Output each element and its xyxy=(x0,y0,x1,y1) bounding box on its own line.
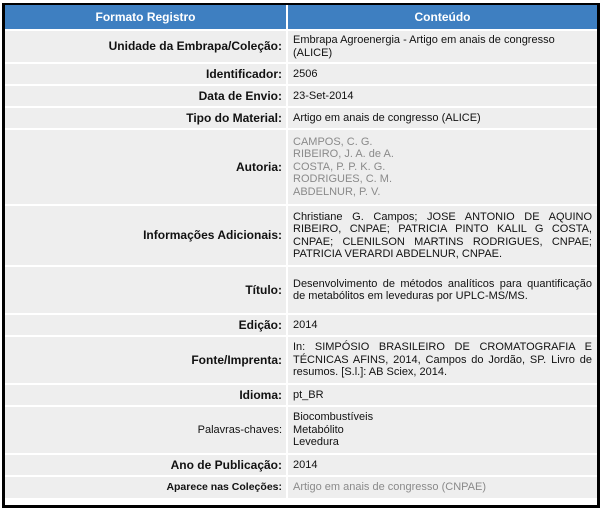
value-autoria xyxy=(287,129,597,205)
label-colecoes: Aparece nas Coleções: xyxy=(5,476,287,498)
row-ano xyxy=(5,454,597,476)
label-autoria: Autoria: xyxy=(5,129,287,205)
value-palavras xyxy=(287,406,597,454)
row-titulo xyxy=(5,266,597,314)
value-fonte: In: SIMPÓSIO BRASILEIRO DE CROMATOGRAFIA E TÉCNICAS AFINS, 2014, Campos do Jordão, SP. Livro de resumos. [S.l.]: AB Sciex, 2014. xyxy=(287,336,597,384)
label-idioma: Idioma: xyxy=(5,384,287,406)
value-idioma: pt_BR xyxy=(287,384,597,406)
row-tipo-material xyxy=(5,107,597,129)
label-ano: Ano de Publicação: xyxy=(5,454,287,476)
row-autoria xyxy=(5,129,597,205)
value-edicao: 2014 xyxy=(287,314,597,336)
label-identificador: Identificador: xyxy=(5,63,287,85)
row-fonte xyxy=(5,336,597,384)
row-edicao xyxy=(5,314,597,336)
author-link[interactable]: RIBEIRO, J. A. de A. xyxy=(293,148,394,161)
value-data-envio: 23-Set-2014 xyxy=(287,85,597,107)
label-palavras: Palavras-chaves: xyxy=(5,406,287,454)
value-identificador: 2506 xyxy=(287,63,597,85)
label-titulo: Título: xyxy=(5,266,287,314)
label-edicao: Edição: xyxy=(5,314,287,336)
row-idioma xyxy=(5,384,597,406)
keyword-link[interactable]: Biocombustíveis xyxy=(293,411,374,424)
row-unidade xyxy=(5,30,597,63)
author-link[interactable]: COSTA, P. P. K. G. xyxy=(293,160,386,173)
label-fonte: Fonte/Imprenta: xyxy=(5,336,287,384)
value-tipo-material: Artigo em anais de congresso (ALICE) xyxy=(287,107,597,129)
header-field-column: Formato Registro xyxy=(5,5,287,30)
value-informacoes: Christiane G. Campos; JOSE ANTONIO DE AQUINO RIBEIRO, CNPAE; PATRICIA PINTO KALIL G COSTA, CNPAE; CLENILSON MARTINS RODRIGUES, CNPAE; PATRICIA VERARDI ABDELNUR, CNPAE. xyxy=(287,205,597,266)
value-ano: 2014 xyxy=(287,454,597,476)
row-colecoes xyxy=(5,476,597,498)
row-palavras xyxy=(5,406,597,454)
row-data-envio xyxy=(5,85,597,107)
keyword-link[interactable]: Levedura xyxy=(293,436,339,449)
author-link[interactable]: RODRIGUES, C. M. xyxy=(293,173,393,186)
row-informacoes xyxy=(5,205,597,266)
value-titulo: Desenvolvimento de métodos analíticos para quantificação de metabólitos em leveduras por UPLC-MS/MS. xyxy=(287,266,597,314)
label-unidade: Unidade da Embrapa/Coleção: xyxy=(5,30,287,63)
author-link[interactable]: CAMPOS, C. G. xyxy=(293,135,373,148)
metadata-panel xyxy=(2,3,600,508)
value-colecoes xyxy=(287,476,597,498)
collection-link[interactable]: Artigo em anais de congresso (CNPAE) xyxy=(293,481,486,494)
label-data-envio: Data de Envio: xyxy=(5,85,287,107)
value-unidade: Embrapa Agroenergia - Artigo em anais de congresso (ALICE) xyxy=(287,30,597,63)
keyword-link[interactable]: Metabólito xyxy=(293,423,344,436)
table-header-row xyxy=(5,5,597,30)
header-value-column: Conteúdo xyxy=(287,5,597,30)
row-identificador xyxy=(5,63,597,85)
label-tipo-material: Tipo do Material: xyxy=(5,107,287,129)
metadata-table xyxy=(5,5,597,498)
author-link[interactable]: ABDELNUR, P. V. xyxy=(293,185,381,198)
label-informacoes: Informações Adicionais: xyxy=(5,205,287,266)
